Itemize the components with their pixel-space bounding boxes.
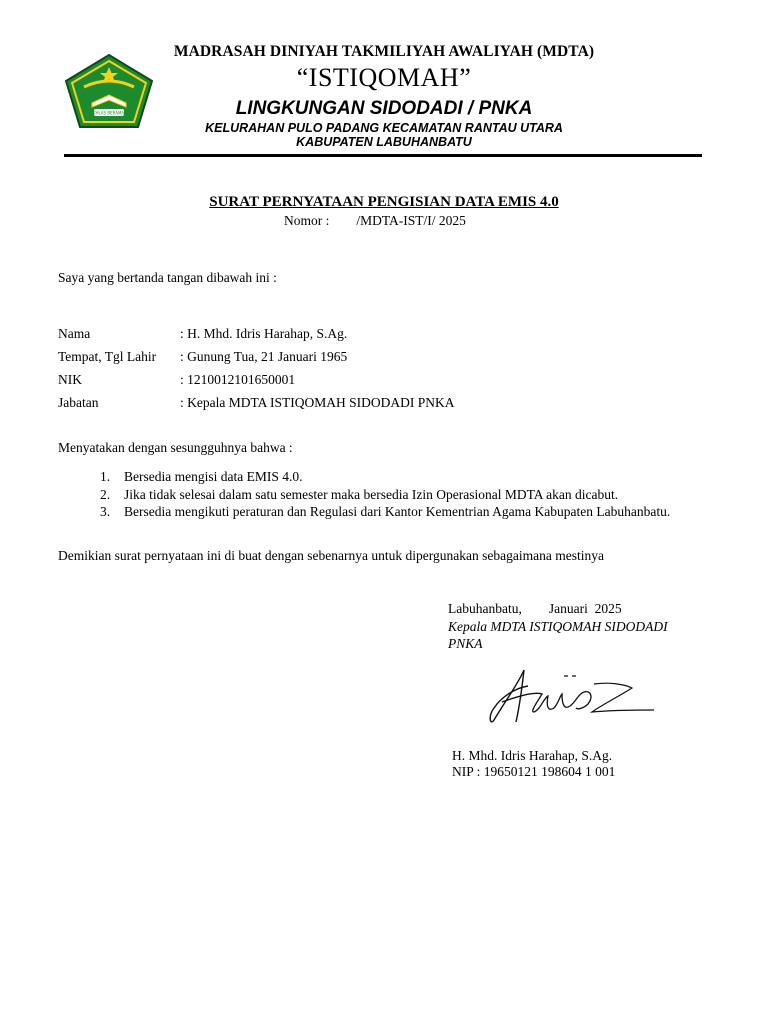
signer-position-line-2: PNKA bbox=[448, 636, 483, 651]
letter-number-label: Nomor : bbox=[284, 213, 330, 228]
signer-nip: NIP : 19650121 198604 1 001 bbox=[452, 764, 616, 779]
identity-row-position bbox=[58, 395, 698, 415]
statement-intro: Menyatakan dengan sesungguhnya bahwa : bbox=[58, 440, 293, 455]
madrasah-name: “ISTIQOMAH” bbox=[296, 63, 472, 92]
svg-text:IKHLAS BERAMAL: IKHLAS BERAMAL bbox=[91, 110, 127, 116]
letter-number bbox=[284, 213, 466, 229]
intro-text: Saya yang bertanda tangan dibawah ini : bbox=[58, 270, 277, 285]
statement-number: 1. bbox=[100, 469, 111, 484]
signer-info bbox=[452, 748, 615, 780]
address-line-1: KELURAHAN PULO PADANG KECAMATAN RANTAU UTARA bbox=[205, 121, 563, 135]
letter-title: SURAT PERNYATAAN PENGISIAN DATA EMIS 4.0 bbox=[209, 194, 559, 210]
identity-row-name bbox=[58, 326, 698, 346]
statement-item bbox=[100, 486, 710, 503]
identity-value: : Kepala MDTA ISTIQOMAH SIDODADI PNKA bbox=[180, 395, 455, 410]
identity-label: Nama bbox=[58, 326, 91, 341]
place-date: Labuhanbatu, Januari 2025 bbox=[448, 601, 622, 616]
identity-value: : H. Mhd. Idris Harahap, S.Ag. bbox=[180, 326, 348, 341]
handwritten-signature bbox=[484, 664, 664, 734]
statement-text: Bersedia mengikuti peraturan dan Regulasi dari Kantor Kementrian Agama Kabupaten Labuhanbatu. bbox=[124, 504, 671, 519]
identity-row-birth bbox=[58, 349, 698, 369]
institution-name: MADRASAH DINIYAH TAKMILIYAH AWALIYAH (MDTA) bbox=[173, 43, 595, 60]
identity-label: Jabatan bbox=[58, 395, 99, 410]
statement-text: Bersedia mengisi data EMIS 4.0. bbox=[124, 469, 303, 484]
closing-text: Demikian surat pernyataan ini di buat dengan sebenarnya untuk dipergunakan sebagaimana mestinya bbox=[58, 548, 604, 563]
statement-item bbox=[100, 503, 710, 537]
signer-name: H. Mhd. Idris Harahap, S.Ag. bbox=[452, 748, 613, 763]
identity-row-nik bbox=[58, 372, 698, 392]
statement-item bbox=[100, 468, 710, 485]
address-line-2: KABUPATEN LABUHANBATU bbox=[296, 135, 472, 149]
identity-label: NIK bbox=[58, 372, 82, 387]
signer-position-line-1: Kepala MDTA ISTIQOMAH SIDODADI bbox=[448, 618, 668, 634]
identity-label: Tempat, Tgl Lahir bbox=[58, 349, 157, 364]
identity-value: : 1210012101650001 bbox=[180, 372, 296, 387]
letter-number-value: /MDTA-IST/I/ 2025 bbox=[356, 213, 466, 228]
header-divider bbox=[64, 154, 702, 157]
identity-value: : Gunung Tua, 21 Januari 1965 bbox=[180, 349, 348, 364]
area-name: LINGKUNGAN SIDODADI / PNKA bbox=[235, 98, 533, 119]
statement-number: 3. bbox=[100, 504, 111, 519]
statement-text: Jika tidak selesai dalam satu semester maka bersedia Izin Operasional MDTA akan dicabut. bbox=[124, 487, 619, 502]
signature-block bbox=[448, 600, 728, 653]
statement-number: 2. bbox=[100, 487, 111, 502]
